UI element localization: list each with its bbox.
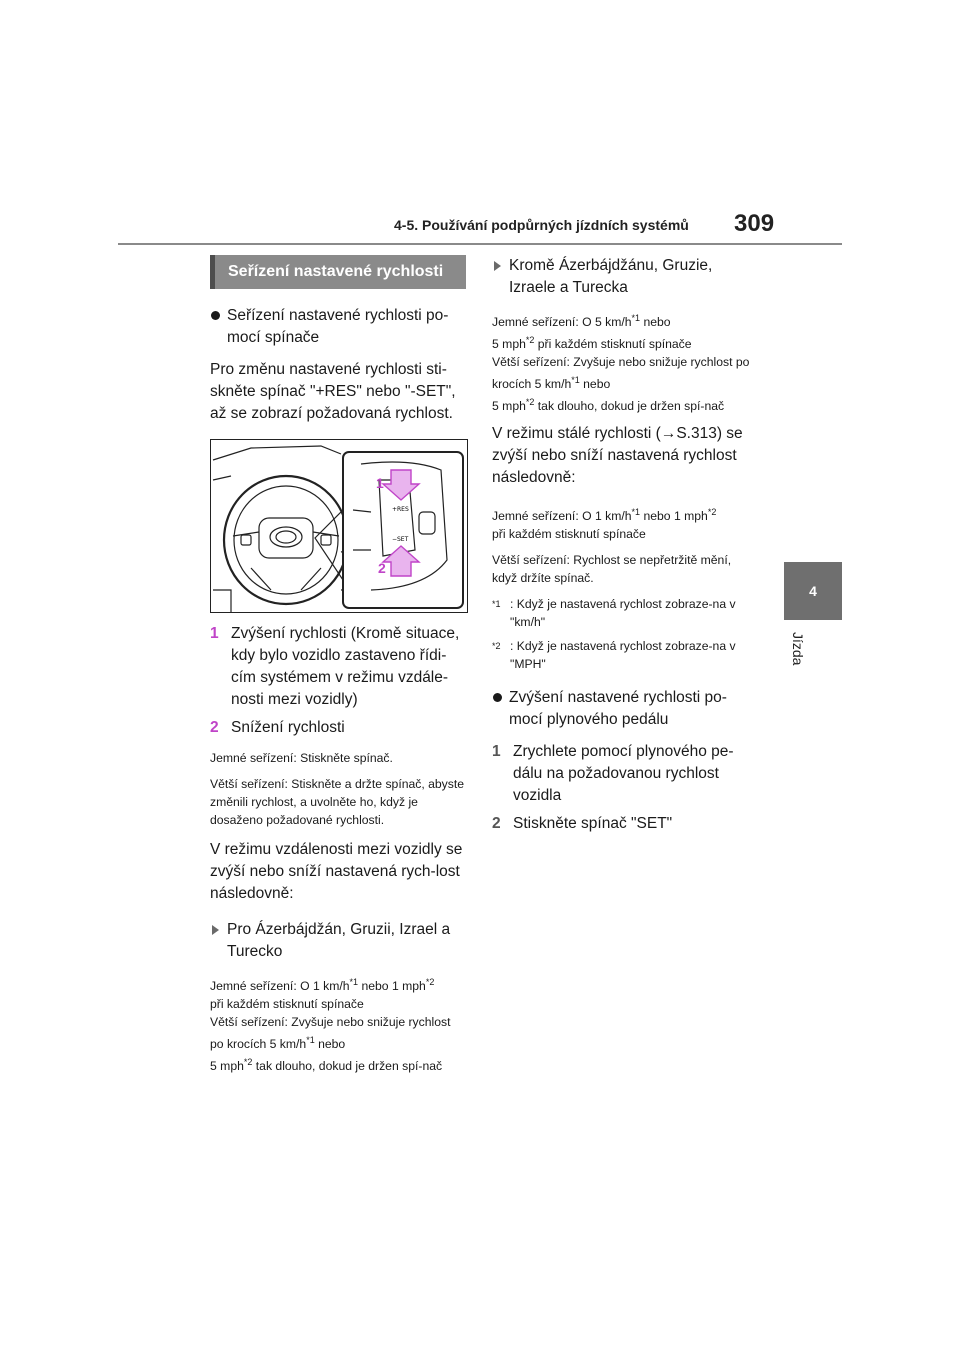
coarse-adjust-note: Větší seřízení: Stiskněte a držte spínač, abyste změnili rychlost, a uvolněte ho, když je dosaženo požadované rychlosti.: [210, 777, 465, 827]
header-section-title: 4-5. Používání podpůrných jízdních systémů: [394, 217, 689, 233]
set-label: SET: [397, 536, 409, 543]
bullet-switch-adjust: Seřízení nastavené rychlosti po-mocí spínače: [210, 305, 466, 349]
page-number: 309: [734, 210, 775, 237]
constant-fine-adjust: Jemné seřízení: O 1 $km/h^{*1}$ nebo 1 mph$^{*2}$ při každém stisknutí spínače: [492, 507, 717, 542]
res-sign: +: [392, 506, 398, 513]
header-rule: [118, 243, 842, 245]
left-column: [210, 255, 466, 1083]
set-sign: −: [392, 536, 398, 543]
bullet-pedal-adjust: Zvýšení nastavené rychlosti po-mocí plynového pedálu: [492, 687, 750, 731]
footnote-1: $^{*1}$ : Když je nastavená rychlost zobraze-na v "km/h": [492, 597, 736, 630]
step-press-set: 2 Stiskněte spínač "SET": [492, 815, 673, 833]
countries-adjust-text: Jemné seřízení: O 1 $km/h^{*1}$ nebo 1 mph$^{*2}$ při každém stisknutí spínače Větší seřízení: Zvyšuje nebo snižuje rychlost po krocích 5 $km/h^{*1}$ nebo 5 mph$^{*2}$ tak dlouho, dokud je držen spí-nač: [210, 977, 451, 1074]
subheading-countries: Pro Ázerbájdžán, Gruzii, Izrael a Turecko: [210, 919, 466, 963]
callout-2: 2: [378, 560, 386, 576]
subheading-other-countries: Kromě Ázerbájdžánu, Gruzie, Izraele a Turecka: [492, 255, 750, 299]
arrow-icon: →: [660, 425, 677, 443]
paragraph-switch: Pro změnu nastavené rychlosti sti-skněte spínač "+RES" nebo "-SET", až se zobrazí požadovaná rychlost.: [210, 361, 456, 422]
chapter-tab: 4: [784, 562, 842, 620]
footnote-2: $^{*2}$ : Když je nastavená rychlost zobraze-na v "MPH": [492, 639, 736, 672]
paragraph-distance-mode: V režimu vzdálenosti mezi vozidly se zvýší nebo sníží nastavená rych-lost následovně:: [210, 841, 463, 902]
callout-1: 1: [376, 475, 384, 491]
res-label: RES: [397, 506, 409, 513]
fine-adjust-note: Jemné seřízení: Stiskněte spínač.: [210, 751, 393, 765]
constant-coarse-adjust: Větší seřízení: Rychlost se nepřetržitě mění, když držíte spínač.: [492, 553, 732, 586]
item-decrease: 2 Snížení rychlosti: [210, 719, 345, 736]
other-countries-adjust-text: Jemné seřízení: O 5 $km/h^{*1}$ nebo 5 mph$^{*2}$ při každém stisknutí spínače Větší seřízení: Zvyšuje nebo snižuje rychlost po krocích 5 $km/h^{*1}$ nebo 5 mph$^{*2}$ tak dlouho, dokud je držen spí-nač: [492, 313, 750, 414]
paragraph-constant-speed: V režimu stálé rychlosti (→S.313) se zvýší nebo sníží nastavená rychlost následovně:: [492, 425, 743, 487]
item-increase: 1 Zvýšení rychlosti (Kromě situace, kdy bylo vozidlo zastaveno řídi-cím systémem v režimu vzdále-nosti mezi vozidly): [210, 625, 460, 708]
section-heading: Seřízení nastavené rychlosti: [210, 255, 466, 289]
right-column: [492, 255, 750, 841]
chapter-label: Jízda: [790, 632, 806, 666]
steering-wheel-illustration: [210, 439, 468, 613]
step-accelerate: 1 Zrychlete pomocí plynového pe-dálu na požadovanou rychlost vozidla: [492, 743, 734, 805]
